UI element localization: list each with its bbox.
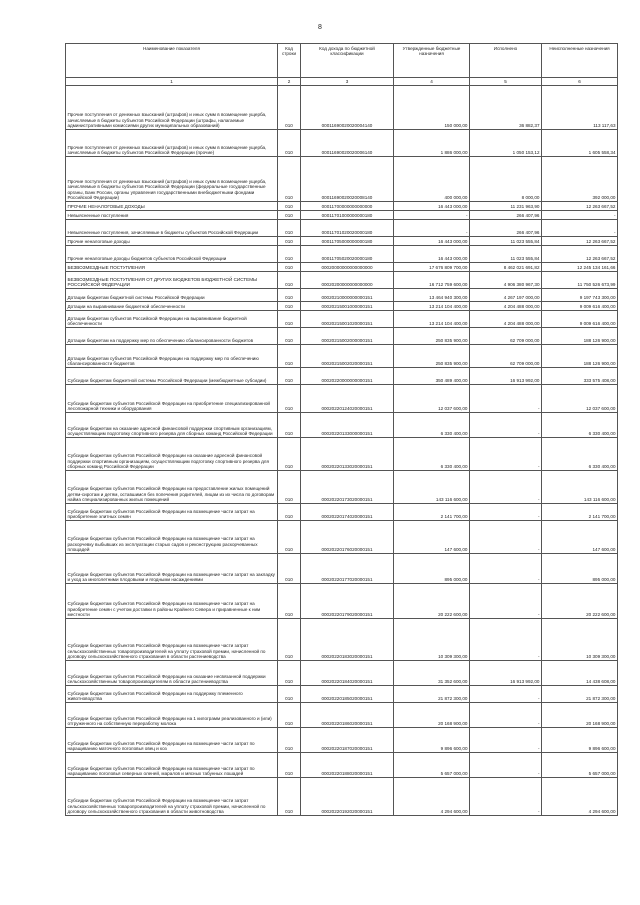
row-remaining: 12 263 667,52 — [542, 202, 618, 211]
row-name: Дотации бюджетам субъектов Российской Федерации на поддержку мер по обеспечению сбалансированности бюджетов — [66, 345, 278, 368]
row-approved: 16 443 000,00 — [394, 237, 470, 246]
row-approved: 13 214 104 400,00 — [394, 311, 470, 328]
row-executed: - — [470, 703, 542, 728]
row-code: 010 — [278, 554, 301, 584]
row-kbk: 00020220187020000151 — [301, 728, 394, 753]
row-executed: 8 000,00 — [470, 157, 542, 202]
row-kbk: 00020220192020000151 — [301, 778, 394, 816]
row-name: Субсидии бюджетам субъектов Российской Федерации на возмещение части затрат на приобретение семян с учетом доставки в районы Крайнего Севера и приравненные к ним местности — [66, 584, 278, 619]
row-code: 010 — [278, 328, 301, 345]
row-kbk: 00020220173020000151 — [301, 471, 394, 504]
table-row — [66, 211, 618, 220]
row-code: 010 — [278, 619, 301, 661]
row-remaining: 12 245 134 161,66 — [542, 263, 618, 272]
table-row — [66, 686, 618, 703]
row-approved: 143 116 600,00 — [394, 471, 470, 504]
row-approved: 13 464 940 300,00 — [394, 289, 470, 302]
row-approved: 20 168 900,00 — [394, 703, 470, 728]
row-executed: - — [470, 471, 542, 504]
row-remaining: 333 575 408,00 — [542, 368, 618, 385]
row-name: Субсидии бюджетам субъектов Российской Федерации на возмещение части затрат сельскохозяйственных товаропроизводителей на уплату страховой премии, начисленной по договору сельскохозяйственного страхования в области растениеводства — [66, 619, 278, 661]
row-code: 010 — [278, 438, 301, 471]
row-kbk: 00020220179020000151 — [301, 584, 394, 619]
row-code: 010 — [278, 385, 301, 413]
row-kbk: 00020215002020000151 — [301, 345, 394, 368]
row-approved: 20 222 600,00 — [394, 584, 470, 619]
row-remaining: 11 750 526 673,99 — [542, 272, 618, 289]
row-name: Субсидии бюджетам субъектов Российской Федерации на возмещение части затрат сельскохозяйственных товаропроизводителей на уплату страховой премии, начисленной по договору сельскохозяйственного страхования в области животноводства — [66, 778, 278, 816]
row-code: 010 — [278, 778, 301, 816]
row-executed: - — [470, 753, 542, 778]
row-executed: 16 913 992,00 — [470, 661, 542, 686]
row-kbk: 00020220174020000151 — [301, 504, 394, 521]
row-kbk: 00020220124020000151 — [301, 385, 394, 413]
row-code: 010 — [278, 661, 301, 686]
row-executed: 62 709 000,00 — [470, 328, 542, 345]
row-code: 010 — [278, 345, 301, 368]
row-approved: 17 676 809 700,00 — [394, 263, 470, 272]
row-code: 010 — [278, 368, 301, 385]
row-remaining: 143 116 600,00 — [542, 471, 618, 504]
table-row — [66, 554, 618, 584]
row-code: 010 — [278, 413, 301, 438]
row-name: Прочие поступления от денежных взысканий (штрафов) и иных сумм в возмещение ущерба, зачисляемые в бюджеты субъектов Российской Федерации (прочие) — [66, 130, 278, 157]
row-kbk: 00020215001000000151 — [301, 302, 394, 311]
row-remaining: 113 117,63 — [542, 86, 618, 130]
row-name: Субсидии бюджетам субъектов Российской Федерации на возмещение части затрат по наращиванию маточного поголовья овец и коз — [66, 728, 278, 753]
row-approved: 16 712 759 600,00 — [394, 272, 470, 289]
table-row — [66, 753, 618, 778]
row-kbk: 00011690020020004140 — [301, 86, 394, 130]
row-name: Невыясненные поступления — [66, 211, 278, 220]
row-kbk: 00020220183020000151 — [301, 619, 394, 661]
row-executed: - — [470, 521, 542, 554]
row-name: Прочие неналоговые доходы — [66, 237, 278, 246]
row-code: 010 — [278, 272, 301, 289]
row-executed: - — [470, 728, 542, 753]
table-row — [66, 202, 618, 211]
row-kbk: 00020220177020000151 — [301, 554, 394, 584]
row-remaining: 6 330 400,00 — [542, 413, 618, 438]
column-number-row — [66, 78, 618, 86]
table-row — [66, 263, 618, 272]
row-executed: 266 407,96 — [470, 220, 542, 237]
row-remaining: - — [542, 211, 618, 220]
row-kbk: 00011701000000000180 — [301, 211, 394, 220]
row-kbk: 00020220185020000151 — [301, 686, 394, 703]
row-code: 010 — [278, 211, 301, 220]
row-kbk: 00020220000000000151 — [301, 368, 394, 385]
row-kbk: 00011690020020006140 — [301, 130, 394, 157]
row-name: Субсидии бюджетам субъектов Российской Федерации на предоставление жилых помещений детям-сиротам и детям, оставшимся без попечения родителей, лицам из их числа по договорам найма специализированных жилых помещений — [66, 471, 278, 504]
table-row — [66, 661, 618, 686]
row-executed: 8 462 021 691,82 — [470, 263, 542, 272]
row-executed: 4 204 488 000,00 — [470, 311, 542, 328]
row-code: 010 — [278, 703, 301, 728]
table-row — [66, 289, 618, 302]
row-kbk: 00020215002000000151 — [301, 328, 394, 345]
row-code: 010 — [278, 471, 301, 504]
row-name: Субсидии бюджетам субъектов Российской Федерации на возмещение части затрат по наращиванию поголовья северных оленей, маралов и мясных табунных лошадей — [66, 753, 278, 778]
row-approved: 147 600,00 — [394, 521, 470, 554]
column-number: 5 — [470, 78, 542, 86]
row-kbk: 00011705000000000180 — [301, 237, 394, 246]
table-row — [66, 345, 618, 368]
column-number: 3 — [301, 78, 394, 86]
table-row — [66, 368, 618, 385]
table-row — [66, 413, 618, 438]
row-name: Субсидии бюджетам субъектов Российской Федерации на оказание несвязанной поддержки сельскохозяйственным товаропроизводителям в области растениеводства — [66, 661, 278, 686]
row-code: 010 — [278, 728, 301, 753]
row-kbk: 00020220133000000151 — [301, 413, 394, 438]
row-code: 010 — [278, 302, 301, 311]
row-code: 010 — [278, 686, 301, 703]
row-executed: - — [470, 438, 542, 471]
table-row — [66, 237, 618, 246]
row-kbk: 00020220188020000151 — [301, 753, 394, 778]
row-executed: - — [470, 413, 542, 438]
row-name: Субсидии бюджетам субъектов Российской Федерации на приобретение специализированной лесопожарной техники и оборудования — [66, 385, 278, 413]
header-kbk: Код дохода по бюджетной классификации — [301, 44, 394, 78]
row-name: Субсидии бюджетам на оказание адресной финансовой поддержки спортивным организациям, осуществляющим подготовку спортивного резерва для сборных команд Российской Федерации — [66, 413, 278, 438]
row-kbk: 00011705020020000180 — [301, 246, 394, 263]
row-name: Субсидии бюджетам субъектов Российской Федерации на возмещение части затрат на раскорчевку выбывших из эксплуатации старых садов и реконструкцию раскорчеванных площадей — [66, 521, 278, 554]
row-name: Дотации на выравнивание бюджетной обеспеченности — [66, 302, 278, 311]
row-remaining: 20 222 600,00 — [542, 584, 618, 619]
row-name: Субсидии бюджетам субъектов Российской Федерации на возмещение части затрат на закладку и уход за многолетними плодовыми и ягодными насаждениями — [66, 554, 278, 584]
row-remaining: 9 009 616 400,00 — [542, 302, 618, 311]
row-kbk: 00011700000000000000 — [301, 202, 394, 211]
row-remaining: 9 197 743 300,00 — [542, 289, 618, 302]
row-approved: - — [394, 220, 470, 237]
header-remaining: Неисполненные назначения — [542, 44, 618, 78]
header-code: Код строки — [278, 44, 301, 78]
row-remaining: 9 896 600,00 — [542, 728, 618, 753]
row-executed: 16 913 992,00 — [470, 368, 542, 385]
table-row — [66, 86, 618, 130]
row-name: Прочие поступления от денежных взысканий (штрафов) и иных сумм в возмещение ущерба, зачисляемые в бюджеты субъектов Российской Федерации (федеральные государственные органы, Банк России, органы управления государственными внебюджетными фондами Российской Федерации) — [66, 157, 278, 202]
row-approved: 6 330 400,00 — [394, 438, 470, 471]
row-remaining: 20 168 900,00 — [542, 703, 618, 728]
row-name: БЕЗВОЗМЕЗДНЫЕ ПОСТУПЛЕНИЯ — [66, 263, 278, 272]
row-kbk: 00011690020020008140 — [301, 157, 394, 202]
row-approved: - — [394, 211, 470, 220]
row-remaining: 2 141 700,00 — [542, 504, 618, 521]
row-executed: 4 204 488 000,00 — [470, 302, 542, 311]
row-remaining: 147 600,00 — [542, 521, 618, 554]
row-remaining: 14 438 608,00 — [542, 661, 618, 686]
page-number: 8 — [318, 24, 322, 31]
row-remaining: 21 872 300,00 — [542, 686, 618, 703]
table-row — [66, 220, 618, 237]
header-executed: Исполнено — [470, 44, 542, 78]
table-row — [66, 438, 618, 471]
row-executed: 4 906 380 967,30 — [470, 272, 542, 289]
row-approved: 1 886 000,00 — [394, 130, 470, 157]
row-executed: 11 023 555,84 — [470, 246, 542, 263]
table-row — [66, 778, 618, 816]
row-approved: 4 294 600,00 — [394, 778, 470, 816]
row-name: Дотации бюджетам субъектов Российской Федерации на выравнивание бюджетной обеспеченности — [66, 311, 278, 328]
table-row — [66, 471, 618, 504]
row-code: 010 — [278, 289, 301, 302]
row-executed: 11 023 555,84 — [470, 237, 542, 246]
row-code: 010 — [278, 86, 301, 130]
row-kbk: 00020215001020000151 — [301, 311, 394, 328]
row-remaining: 12 263 667,52 — [542, 246, 618, 263]
row-code: 010 — [278, 220, 301, 237]
row-code: 010 — [278, 753, 301, 778]
row-executed: - — [470, 619, 542, 661]
row-remaining: 12 263 667,52 — [542, 237, 618, 246]
row-approved: 21 872 300,00 — [394, 686, 470, 703]
row-name: Дотации бюджетам на поддержку мер по обеспечению сбалансированности бюджетов — [66, 328, 278, 345]
row-remaining: 12 037 600,00 — [542, 385, 618, 413]
row-name: Субсидии бюджетам бюджетной системы Российской Федерации (межбюджетные субсидии) — [66, 368, 278, 385]
table-row — [66, 584, 618, 619]
row-remaining: 188 126 900,00 — [542, 345, 618, 368]
row-executed: 1 050 153,12 — [470, 130, 542, 157]
row-code: 010 — [278, 521, 301, 554]
row-executed: - — [470, 385, 542, 413]
row-kbk: 00020000000000000000 — [301, 263, 394, 272]
table-row — [66, 504, 618, 521]
row-remaining: 188 126 900,00 — [542, 328, 618, 345]
row-executed: - — [470, 778, 542, 816]
row-name: ПРОЧИЕ НЕНАЛОГОВЫЕ ДОХОДЫ — [66, 202, 278, 211]
table-row — [66, 130, 618, 157]
row-kbk: 00020220186020000151 — [301, 703, 394, 728]
row-executed: 11 231 963,90 — [470, 202, 542, 211]
column-number: 2 — [278, 78, 301, 86]
row-name: Невыясненные поступления, зачисляемые в бюджеты субъектов Российской Федерации — [66, 220, 278, 237]
row-code: 010 — [278, 584, 301, 619]
row-approved: 2 141 700,00 — [394, 504, 470, 521]
row-kbk: 00020220184020000151 — [301, 661, 394, 686]
row-executed: - — [470, 504, 542, 521]
row-approved: 31 352 600,00 — [394, 661, 470, 686]
table-row — [66, 619, 618, 661]
row-approved: 6 330 400,00 — [394, 413, 470, 438]
table-row — [66, 272, 618, 289]
table-row — [66, 311, 618, 328]
row-code: 010 — [278, 246, 301, 263]
row-executed: - — [470, 554, 542, 584]
row-name: Субсидии бюджетам субъектов Российской Федерации на поддержку племенного животноводства — [66, 686, 278, 703]
row-approved: 16 443 000,00 — [394, 246, 470, 263]
row-kbk: 00020210000000000151 — [301, 289, 394, 302]
table-row — [66, 246, 618, 263]
row-code: 010 — [278, 311, 301, 328]
row-name: Субсидии бюджетам субъектов Российской Федерации на оказание адресной финансовой поддержки спортивным организациям, осуществляющим подготовку спортивного резерва для сборных команд Российской Федерации — [66, 438, 278, 471]
row-approved: 400 000,00 — [394, 157, 470, 202]
row-code: 010 — [278, 130, 301, 157]
row-kbk: 00020220133020000151 — [301, 438, 394, 471]
row-executed: 62 709 000,00 — [470, 345, 542, 368]
row-approved: 350 489 400,00 — [394, 368, 470, 385]
table-row — [66, 302, 618, 311]
row-executed: 4 267 197 000,00 — [470, 289, 542, 302]
row-name: Прочие неналоговые доходы бюджетов субъектов Российской Федерации — [66, 246, 278, 263]
row-remaining: - — [542, 220, 618, 237]
header-approved: Утвержденные бюджетные назначения — [394, 44, 470, 78]
row-remaining: 5 657 000,00 — [542, 753, 618, 778]
table-row — [66, 385, 618, 413]
row-remaining: 895 000,00 — [542, 554, 618, 584]
row-approved: 10 309 300,00 — [394, 619, 470, 661]
row-remaining: 9 009 616 400,00 — [542, 311, 618, 328]
table-row — [66, 728, 618, 753]
header-name: Наименование показателя — [66, 44, 278, 78]
row-code: 010 — [278, 202, 301, 211]
row-approved: 12 037 600,00 — [394, 385, 470, 413]
row-approved: 150 000,00 — [394, 86, 470, 130]
header-row — [66, 44, 618, 78]
row-code: 010 — [278, 237, 301, 246]
row-approved: 250 835 900,00 — [394, 328, 470, 345]
row-name: Субсидии бюджетам субъектов Российской Федерации на 1 килограмм реализованного и (или) отгруженного на собственную переработку молока — [66, 703, 278, 728]
row-name: БЕЗВОЗМЕЗДНЫЕ ПОСТУПЛЕНИЯ ОТ ДРУГИХ БЮДЖЕТОВ БЮДЖЕТНОЙ СИСТЕМЫ РОССИЙСКОЙ ФЕДЕРАЦИИ — [66, 272, 278, 289]
row-executed: - — [470, 584, 542, 619]
table-row — [66, 703, 618, 728]
column-number: 4 — [394, 78, 470, 86]
row-remaining: 6 330 400,00 — [542, 438, 618, 471]
row-remaining: 4 294 600,00 — [542, 778, 618, 816]
row-remaining: 392 000,00 — [542, 157, 618, 202]
row-kbk: 00020220176020000151 — [301, 521, 394, 554]
row-name: Субсидии бюджетам субъектов Российской Федерации на возмещение части затрат на приобретение элитных семян — [66, 504, 278, 521]
row-remaining: 1 605 558,34 — [542, 130, 618, 157]
row-code: 010 — [278, 157, 301, 202]
row-remaining: 10 309 300,00 — [542, 619, 618, 661]
row-approved: 16 443 000,00 — [394, 202, 470, 211]
row-code: 010 — [278, 263, 301, 272]
row-approved: 13 214 104 400,00 — [394, 302, 470, 311]
row-approved: 250 835 900,00 — [394, 345, 470, 368]
column-number: 6 — [542, 78, 618, 86]
table-row — [66, 521, 618, 554]
row-executed: 266 407,96 — [470, 211, 542, 220]
table-row — [66, 328, 618, 345]
report-table — [65, 43, 618, 816]
table-body — [66, 86, 618, 816]
table-row — [66, 157, 618, 202]
row-approved: 9 896 600,00 — [394, 728, 470, 753]
column-number: 1 — [66, 78, 278, 86]
row-code: 010 — [278, 504, 301, 521]
row-kbk: 00020200000000000000 — [301, 272, 394, 289]
row-executed: - — [470, 686, 542, 703]
row-approved: 5 657 000,00 — [394, 753, 470, 778]
row-kbk: 00011701020020000180 — [301, 220, 394, 237]
row-name: Прочие поступления от денежных взысканий (штрафов) и иных сумм в возмещение ущерба, зачисляемые в бюджеты субъектов Российской Федерации (штрафы, налагаемые административными комиссиями других муниципальных образований) — [66, 86, 278, 130]
row-approved: 895 000,00 — [394, 554, 470, 584]
row-executed: 36 882,37 — [470, 86, 542, 130]
row-name: Дотации бюджетам бюджетной системы Российской Федерации — [66, 289, 278, 302]
